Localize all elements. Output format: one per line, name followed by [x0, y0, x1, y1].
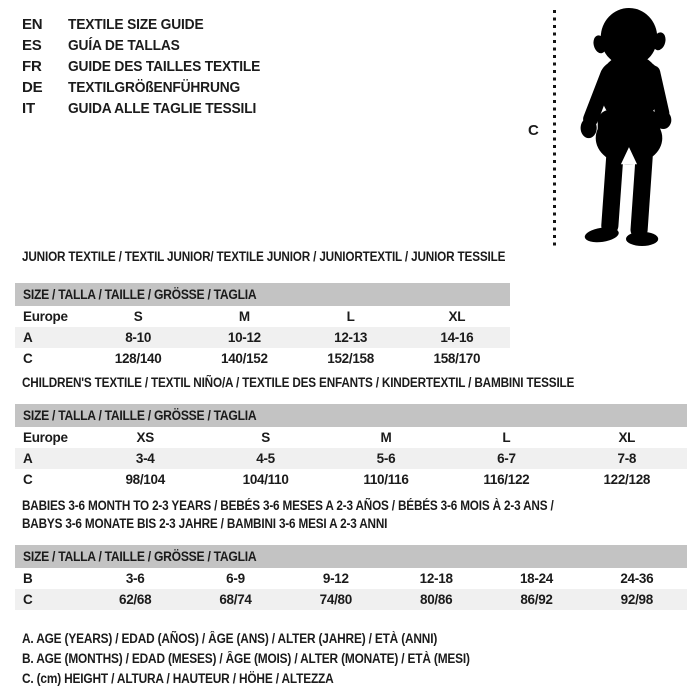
- section-title-children: [22, 374, 657, 392]
- table-cell: 7-8: [617, 451, 637, 466]
- table-cell: L: [346, 309, 355, 324]
- table-cell: 6-9: [226, 571, 245, 586]
- section-title-text: BABIES 3-6 MONTH TO 2-3 YEARS / BEBÉS 3-6 MESES A 2-3 AÑOS / BÉBÉS 3-6 MOIS À 2-3 ANS /: [22, 498, 554, 513]
- list-item: [22, 35, 277, 56]
- table-cell: 10-12: [227, 330, 261, 345]
- row-label: A: [23, 451, 33, 466]
- row-label: C: [23, 592, 33, 607]
- language-code: EN: [22, 16, 43, 33]
- table-cell: 62/68: [119, 592, 152, 607]
- section-title-junior: [22, 248, 577, 266]
- table-row: [15, 568, 687, 589]
- footnote-text: A. AGE (YEARS) / EDAD (AÑOS) / ÂGE (ANS) / ALTER (JAHRE) / ETÀ (ANNI): [22, 631, 438, 646]
- list-item: [22, 56, 277, 77]
- toddler-silhouette-icon: [563, 6, 697, 248]
- footnote-c: [22, 669, 531, 689]
- list-item: [22, 14, 277, 35]
- table-cell: 4-5: [256, 451, 275, 466]
- list-item: [22, 77, 277, 98]
- table-cell: S: [261, 430, 270, 445]
- row-label: C: [23, 472, 33, 487]
- guide-title: TEXTILGRÖßENFÜHRUNG: [68, 79, 241, 96]
- table-cell: 8-10: [125, 330, 152, 345]
- table-cell: XL: [448, 309, 466, 324]
- table-cell: XL: [618, 430, 636, 445]
- table-row: [15, 448, 687, 469]
- table-cell: 116/122: [483, 472, 530, 487]
- table-header-text: SIZE / TALLA / TAILLE / GRÖSSE / TAGLIA: [23, 408, 257, 423]
- list-item: [22, 98, 277, 119]
- table-row: [15, 348, 510, 369]
- row-label: Europe: [23, 309, 68, 324]
- table-row: [15, 306, 510, 327]
- section-title-text-line2: BABYS 3-6 MONATE BIS 2-3 JAHRE / BAMBINI 3-6 MESI A 2-3 ANNI: [22, 516, 388, 531]
- guide-title: GUIDA ALLE TAGLIE TESSILI: [68, 100, 257, 117]
- language-code: FR: [22, 58, 42, 75]
- table-cell: 3-6: [125, 571, 145, 586]
- table-header-bar: [15, 283, 510, 306]
- table-cell: 158/170: [433, 351, 481, 366]
- table-cell: 18-24: [519, 571, 553, 586]
- language-code: ES: [22, 37, 42, 54]
- children-size-table: [15, 404, 687, 490]
- table-cell: 122/128: [603, 472, 651, 487]
- table-cell: M: [238, 309, 250, 324]
- table-row: [15, 589, 687, 610]
- guide-title: TEXTILE SIZE GUIDE: [68, 16, 204, 33]
- table-cell: 9-12: [322, 571, 349, 586]
- table-cell: 68/74: [219, 592, 252, 607]
- table-cell: 92/98: [620, 592, 653, 607]
- table-header-text: SIZE / TALLA / TAILLE / GRÖSSE / TAGLIA: [23, 549, 257, 564]
- language-title-list: [22, 14, 277, 119]
- footnote-a: [22, 629, 531, 649]
- junior-size-table: [15, 283, 510, 369]
- table-header-bar: [15, 545, 687, 568]
- row-label: Europe: [23, 430, 68, 445]
- table-cell: 86/92: [520, 592, 553, 607]
- row-label: A: [23, 330, 33, 345]
- table-cell: 5-6: [376, 451, 396, 466]
- table-cell: XS: [136, 430, 154, 445]
- section-title-text: CHILDREN'S TEXTILE / TEXTIL NIÑO/A / TEXTILE DES ENFANTS / KINDERTEXTIL / BAMBINI TESSILE: [22, 375, 575, 390]
- table-cell: 128/140: [114, 351, 162, 366]
- measure-label-c: C: [528, 122, 539, 139]
- height-measure-dashed-line: [553, 10, 556, 246]
- row-label: C: [23, 351, 33, 366]
- table-cell: 104/110: [242, 472, 289, 487]
- table-row: [15, 327, 510, 348]
- table-cell: M: [380, 430, 392, 445]
- table-header-bar: [15, 404, 687, 427]
- footnote-legend: [22, 629, 531, 689]
- table-cell: 12-18: [419, 571, 453, 586]
- footnote-text: B. AGE (MONTHS) / EDAD (MESES) / ÂGE (MOIS) / ALTER (MONATE) / ETÀ (MESI): [22, 651, 470, 666]
- language-code: IT: [22, 100, 35, 117]
- footnote-b: [22, 649, 531, 669]
- table-cell: S: [133, 309, 143, 324]
- table-cell: 24-36: [620, 571, 654, 586]
- table-row: [15, 427, 687, 448]
- section-title-text: JUNIOR TEXTILE / TEXTIL JUNIOR/ TEXTILE JUNIOR / JUNIORTEXTIL / JUNIOR TESSILE: [22, 249, 506, 264]
- table-cell: L: [502, 430, 511, 445]
- table-cell: 98/104: [125, 472, 165, 487]
- table-row: [15, 469, 687, 490]
- table-cell: 110/116: [363, 472, 409, 487]
- table-cell: 80/86: [420, 592, 453, 607]
- language-code: DE: [22, 79, 43, 96]
- table-header-text: SIZE / TALLA / TAILLE / GRÖSSE / TAGLIA: [23, 287, 257, 302]
- table-cell: 152/158: [327, 351, 374, 366]
- footnote-text: C. (cm) HEIGHT / ALTURA / HAUTEUR / HÖHE / ALTEZZA: [22, 671, 334, 686]
- guide-title: GUIDE DES TAILLES TEXTILE: [68, 58, 261, 75]
- table-cell: 74/80: [319, 592, 352, 607]
- section-title-babies: [22, 497, 633, 533]
- babies-size-table: [15, 545, 687, 610]
- guide-title: GUÍA DE TALLAS: [68, 37, 180, 54]
- row-label: B: [23, 571, 33, 586]
- table-cell: 6-7: [497, 451, 516, 466]
- table-cell: 14-16: [440, 330, 474, 345]
- table-cell: 3-4: [135, 451, 155, 466]
- table-cell: 12-13: [334, 330, 368, 345]
- table-cell: 140/152: [221, 351, 268, 366]
